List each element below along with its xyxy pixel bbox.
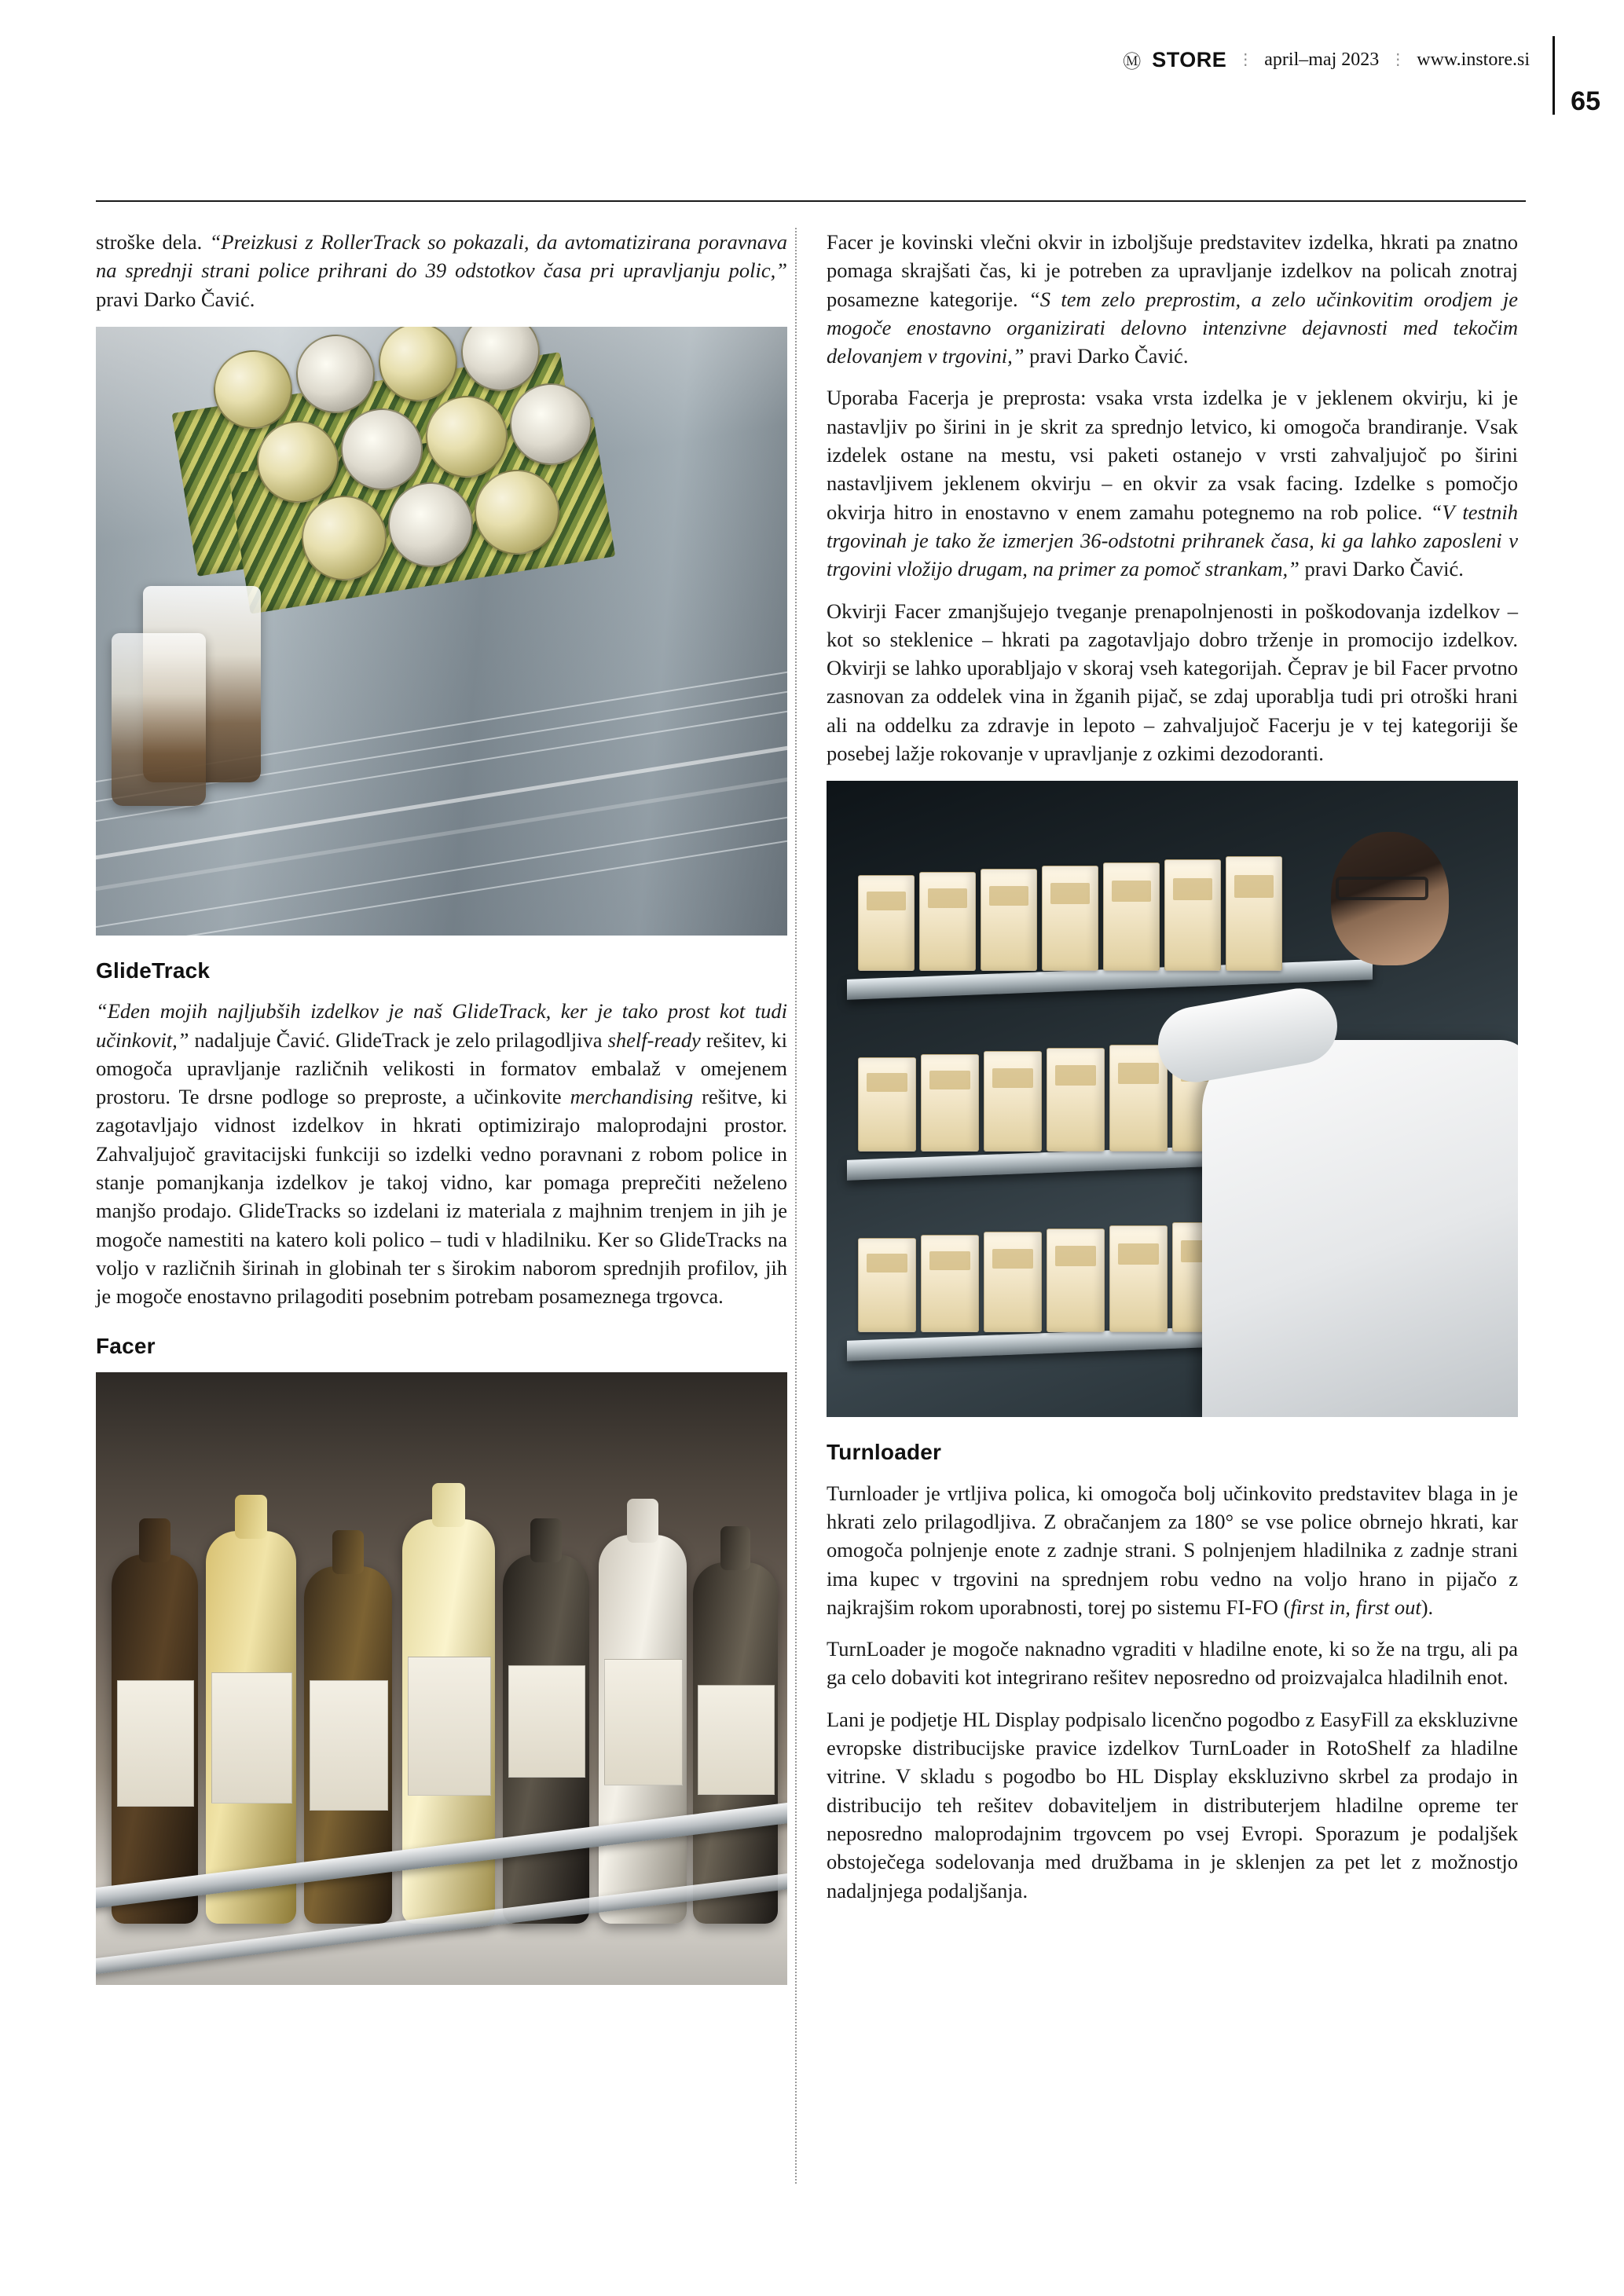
glidetrack-body-1: nadaljuje Čavić. GlideTrack je zelo prilagodljiva xyxy=(189,1027,608,1052)
page-header xyxy=(0,47,1624,116)
glidetrack-quote: “Eden mojih najljubših izdelkov je naš GlideTrack, ker je tako prost kot tudi učinkovit,” xyxy=(96,999,787,1052)
glidetrack-body-2: rešitev, ki omogoča upravljanje različnih velikosti in formatov embalaž v omejenem prostoru. Te drsne podloge so preproste, a učinkovite xyxy=(96,1027,787,1109)
intro-plain-start: stroške dela. xyxy=(96,230,210,254)
header-separator-icon: ⋮ xyxy=(1237,50,1254,68)
right-column xyxy=(827,228,1518,1918)
header-masthead xyxy=(1123,47,1530,73)
header-horizontal-rule xyxy=(96,200,1526,202)
turnloader-emphasis: first in, first out xyxy=(1290,1595,1421,1619)
heading-facer: Facer xyxy=(96,1333,156,1358)
heading-glidetrack: GlideTrack xyxy=(96,958,211,983)
intro-quote: “Preizkusi z RollerTrack so pokazali, da avtomatizirana poravnava na sprednji strani police prihrani do 39 odstotkov časa pri upravljanju polic,” xyxy=(96,230,788,283)
paragraph-facer-2 xyxy=(827,383,1518,583)
paragraph-hldisplay: Lani je podjetje HL Display podpisalo licenčno pogodbo z EasyFill za ekskluzivne evropske distribucijske pravice izdelkov TurnLoader in RotoShelf za hladilne vitrine. V skladu s pogodbo bo HL Display ekskluzivno skrbel za prodajo in distribucijo teh rešitev dobaviteljem in distributerjem hladilne opreme ter neposredno maloprodajnim trgovcem po vsej Evropi. Sporazum je podaljšek obstoječega sodelovanja med družbama in je sklenjen za pet let z možnostjo nadaljnjega podaljšanja. xyxy=(827,1707,1518,1902)
photo-fridge-restocking xyxy=(827,781,1518,1417)
facer-quote-1: “S tem zelo preprostim, a zelo učinkovitim orodjem je mogoče enostavno organizirati delovno intenzivne dejavnosti med tekočim delovanjem v trgovini,” xyxy=(827,287,1519,368)
turnloader-body-a: Turnloader je vrtljiva polica, ki omogoča bolj učinkovito predstavitev blaga in je hkrati zelo prilagodljiva. Z obračanjem za 180° se vse police obrnejo hkrati, kar omogoča polnjenje enote z zadnje strani. S polnjenjem hladilnika z zadnje strani ima kupec v trgovini na sprednjem robu vedno na voljo hrano in pijačo z najkrajšim rokom uporabnosti, torej po sistemu FI-FO ( xyxy=(827,1481,1518,1619)
paragraph-glidetrack xyxy=(96,997,787,1310)
website-url: www.instore.si xyxy=(1417,49,1530,70)
glidetrack-emphasis-1: shelf-ready xyxy=(607,1027,701,1052)
photo-wine-bottles xyxy=(96,1372,787,1985)
paragraph-facer-1 xyxy=(827,228,1518,370)
photo-canned-goods xyxy=(96,327,787,936)
column-divider xyxy=(795,228,797,2184)
header-separator-icon: ⋮ xyxy=(1390,50,1406,68)
header-vertical-rule xyxy=(1553,36,1555,115)
left-column xyxy=(96,228,787,2001)
paragraph-turnloader-2: TurnLoader je mogoče naknadno vgraditi v hladilne enote, ki so že na trgu, ali pa ga celo dobaviti kot integrirano rešitev neposredno od proizvajalca hladilnih enot. xyxy=(827,1637,1518,1690)
glidetrack-emphasis-2: merchandising xyxy=(570,1085,694,1109)
turnloader-body-b: ). xyxy=(1421,1595,1434,1619)
brand-title: STORE xyxy=(1152,48,1227,71)
paragraph-turnloader-1 xyxy=(827,1479,1518,1621)
glidetrack-body-3: rešitve, ki zagotavljajo vidnost izdelkov in hkrati optimizirajo maloprodajni prostor. Zahvaljujoč gravitacijski funkciji so izdelki vedno poravnani z robom police in stanje pomanjkanja izdelkov je takoj vidno, kar pomaga preprečiti neželeno manjšo prodajo. GlideTracks so izdelani iz materiala z majhnim trenjem in jih je mogoče namestiti na katero koli polico – tudi v hladilniku. Ker so GlideTracks na voljo v različnih širinah in globinah ter s širokim naborom sprednjih profilov, jih je mogoče enostavno prilagoditi posebnim potrebam posameznega trgovca. xyxy=(96,1085,787,1309)
facer-body-a: Facer je kovinski vlečni okvir in izboljšuje predstavitev izdelka, hkrati pa znatno pomaga skrajšati čas, ki je potreben za upravljanje izdelkov na policah znotraj posamezne kategorije. xyxy=(827,230,1518,311)
facer-body-b: pravi Darko Čavić. xyxy=(1024,344,1189,368)
facer-quote-2: “V testnih trgovinah je tako že izmerjen 36-odstotni prihranek časa, ki ga lahko zaposleni v trgovini vložijo drugam, na primer za pomoč strankam,” xyxy=(827,500,1519,581)
page-number: 65 xyxy=(1571,86,1600,116)
paragraph-intro xyxy=(96,228,787,313)
heading-turnloader: Turnloader xyxy=(827,1440,942,1465)
issue-date: april–maj 2023 xyxy=(1264,49,1380,70)
intro-plain-end: pravi Darko Čavić. xyxy=(96,287,255,311)
logo-mark-icon: Ⓜ xyxy=(1123,52,1142,72)
facer2-body-b: pravi Darko Čavić. xyxy=(1299,557,1464,581)
paragraph-facer-3: Okvirji Facer zmanjšujejo tveganje prenapolnjenosti in poškodovanja izdelkov – kot so steklenice – hkrati pa zagotavljajo dobro trženje in promocijo izdelkov. Okvirji se lahko uporabljajo v skoraj vseh kategorijah. Čeprav je bil Facer prvotno zasnovan za oddelek vina in žganih pijač, se zdaj uporablja tudi pri otroški hrani ali na oddelku za zdravje in lepoto – zahvaljujoč Facerju je v tej kategoriji še posebej lažje rokovanje v upravljanje z ozkimi dezodoranti. xyxy=(827,599,1518,766)
facer2-body-a: Uporaba Facerja je preprosta: vsaka vrsta izdelka je v jeklenem okvirju, ki je nastavljiv po širini in je skrit za sprednjo letvico, ki omogoča brandiranje. Vsak izdelek ostane na mestu, vsi paketi ostanejo v vrsti zahvaljujoč po širini nastavljivem jeklenem okvirju – en okvir za vsak facing. Izdelke s pomočjo okvirja hitro in enostavno v enem zamahu potegnemo na rob police. xyxy=(827,386,1518,524)
